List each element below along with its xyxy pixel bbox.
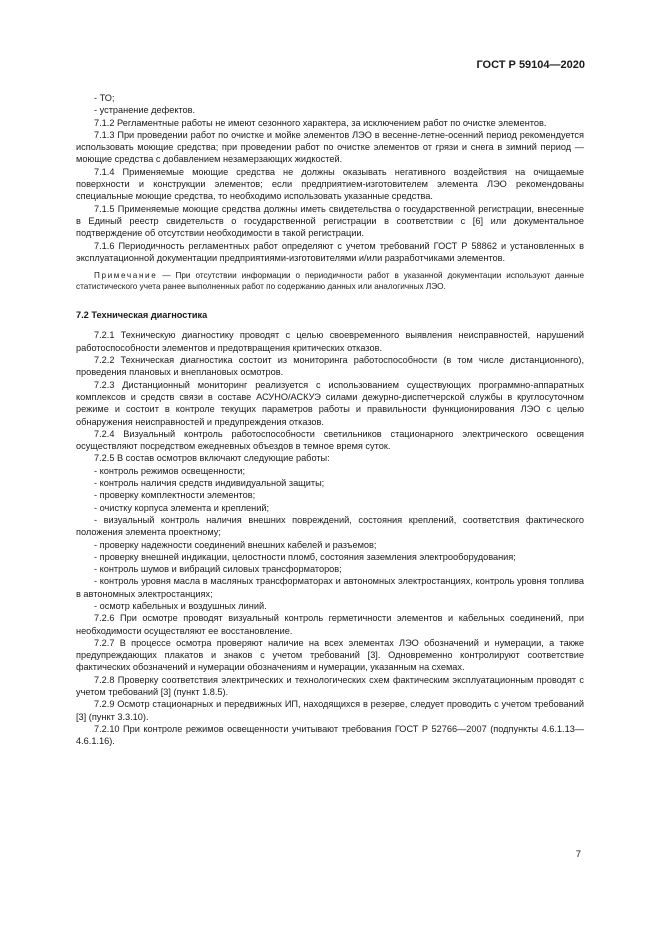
paragraph: 7.2.3 Дистанционный мониторинг реализуется с использованием существующих программно-аппаратных комплексов и средств связи в составе АСУНО/АСКУЭ силами дежурно-диспетчерской службы в круглосуточном режиме и состоит в контроле текущих параметров работы и правильности функционирования ЛЭО с целью обнаружения неисправностей и предупреждения отказов. xyxy=(76,379,584,427)
list-item: - проверку комплектности элементов; xyxy=(94,490,256,501)
list-item: - контроль наличия средств индивидуальной защиты; xyxy=(94,478,325,489)
paragraph: 7.2.5 В состав осмотров включают следующие работы: xyxy=(94,453,330,464)
list-item: - контроль режимов освещенности; xyxy=(94,465,245,476)
list-item: - ТО; xyxy=(94,93,115,103)
paragraph: 7.2.9 Осмотр стационарных и передвижных ИП, находящихся в резерве, следует проводить с учетом требований [3] (пункт 3.3.10). xyxy=(76,699,584,722)
list-item: - контроль шумов и вибраций силовых трансформаторов; xyxy=(94,564,342,575)
page-number: 7 xyxy=(575,849,581,860)
paragraph: 7.2.10 При контроле режимов освещенности учитывают требования ГОСТ Р 52766—2007 (подпункты 4.6.1.13—4.6.1.16). xyxy=(76,723,584,747)
list-item: - визуальный контроль наличия внешних повреждений, состояния креплений, соответствия фактического положения элемента проектному; xyxy=(76,514,584,538)
paragraph: 7.2.4 Визуальный контроль работоспособности светильников стационарного электрического освещения осуществляют посредством ежедневных объездов в темное время суток. xyxy=(76,428,584,452)
list-item: - проверку внешней индикации, целостности пломб, состояния заземления электрооборудования; xyxy=(94,551,516,562)
list-item: - контроль уровня масла в масляных трансформаторах и автономных электростанциях, контроль уровня топлива в автономных электростанциях; xyxy=(76,576,584,599)
note xyxy=(76,270,584,292)
paragraph: 7.1.3 При проведении работ по очистке и мойке элементов ЛЭО в весенне-летне-осенний период рекомендуется использовать моющие средства; при проведении работ по очистке элементов от грязи и снега в зимний период — моющие средства с добавлением незамерзающих жидкостей. xyxy=(76,129,584,165)
page-body xyxy=(76,92,584,748)
paragraph: 7.2.8 Проверку соответствия электрических и технологических схем фактическим эксплуатационным проводят с учетом требований [3] (пункт 1.8.5). xyxy=(76,674,584,698)
paragraph: 7.2.7 В процессе осмотра проверяют наличие на всех элементах ЛЭО обозначений и нумерации, а также предупреждающих плакатов и знаков с учетом требований [3]. Одновременно контролируют соответствие фактических обозначений и нумерации обозначениям и нумерации, указанным на схемах. xyxy=(76,637,584,673)
note-label: Примечание xyxy=(94,271,158,281)
list-item: - проверку надежности соединений внешних кабелей и разъемов; xyxy=(94,539,377,550)
list-item: - очистку корпуса элемента и креплений; xyxy=(94,502,270,513)
list-item: - устранение дефектов. xyxy=(94,105,196,116)
paragraph: 7.1.6 Периодичность регламентных работ определяют с учетом требований ГОСТ Р 58862 и установленных в эксплуатационной документации предприятиями-изготовителями и/или разработчиками элементов. xyxy=(76,240,584,263)
list-item: - осмотр кабельных и воздушных линий. xyxy=(94,600,267,611)
paragraph: 7.2.6 При осмотре проводят визуальный контроль герметичности элементов и кабельных соединений, при необходимости осуществляют ее восстановление. xyxy=(76,613,584,636)
paragraph: 7.1.5 Применяемые моющие средства должны иметь свидетельства о государственной регистрации, внесенные в Единый реестр свидетельств о государственной регистрации в соответствии с [6] или документальное подтверждение об отсутствии необходимости в такой регистрации. xyxy=(76,203,584,239)
paragraph: 7.2.2 Техническая диагностика состоит из мониторинга работоспособности (в том числе дистанционного), проведения плановых и внеплановых осмотров. xyxy=(76,355,584,378)
paragraph: 7.2.1 Техническую диагностику проводят с целью своевременного выявления неисправностей, нарушений работоспособности элементов и предотвращения критических отказов. xyxy=(76,330,584,353)
paragraph: 7.1.4 Применяемые моющие средства не должны оказывать негативного воздействия на очищаемые поверхности и конструкции элементов; если предприятием-изготовителем элемента ЛЭО рекомендованы специальные моющие средства, то необходимо использовать указанные средства. xyxy=(76,166,584,202)
paragraph: 7.1.2 Регламентные работы не имеют сезонного характера, за исключением работ по очистке элементов. xyxy=(94,117,547,128)
section-heading: 7.2 Техническая диагностика xyxy=(76,310,208,321)
note-text: — При отсутствии информации о периодичности работ в указанной документации используют данные статистического учета ранее выполненных работ по содержанию данных или аналогичных ЛЭО. xyxy=(76,271,584,292)
document-id: ГОСТ Р 59104—2020 xyxy=(476,59,585,71)
